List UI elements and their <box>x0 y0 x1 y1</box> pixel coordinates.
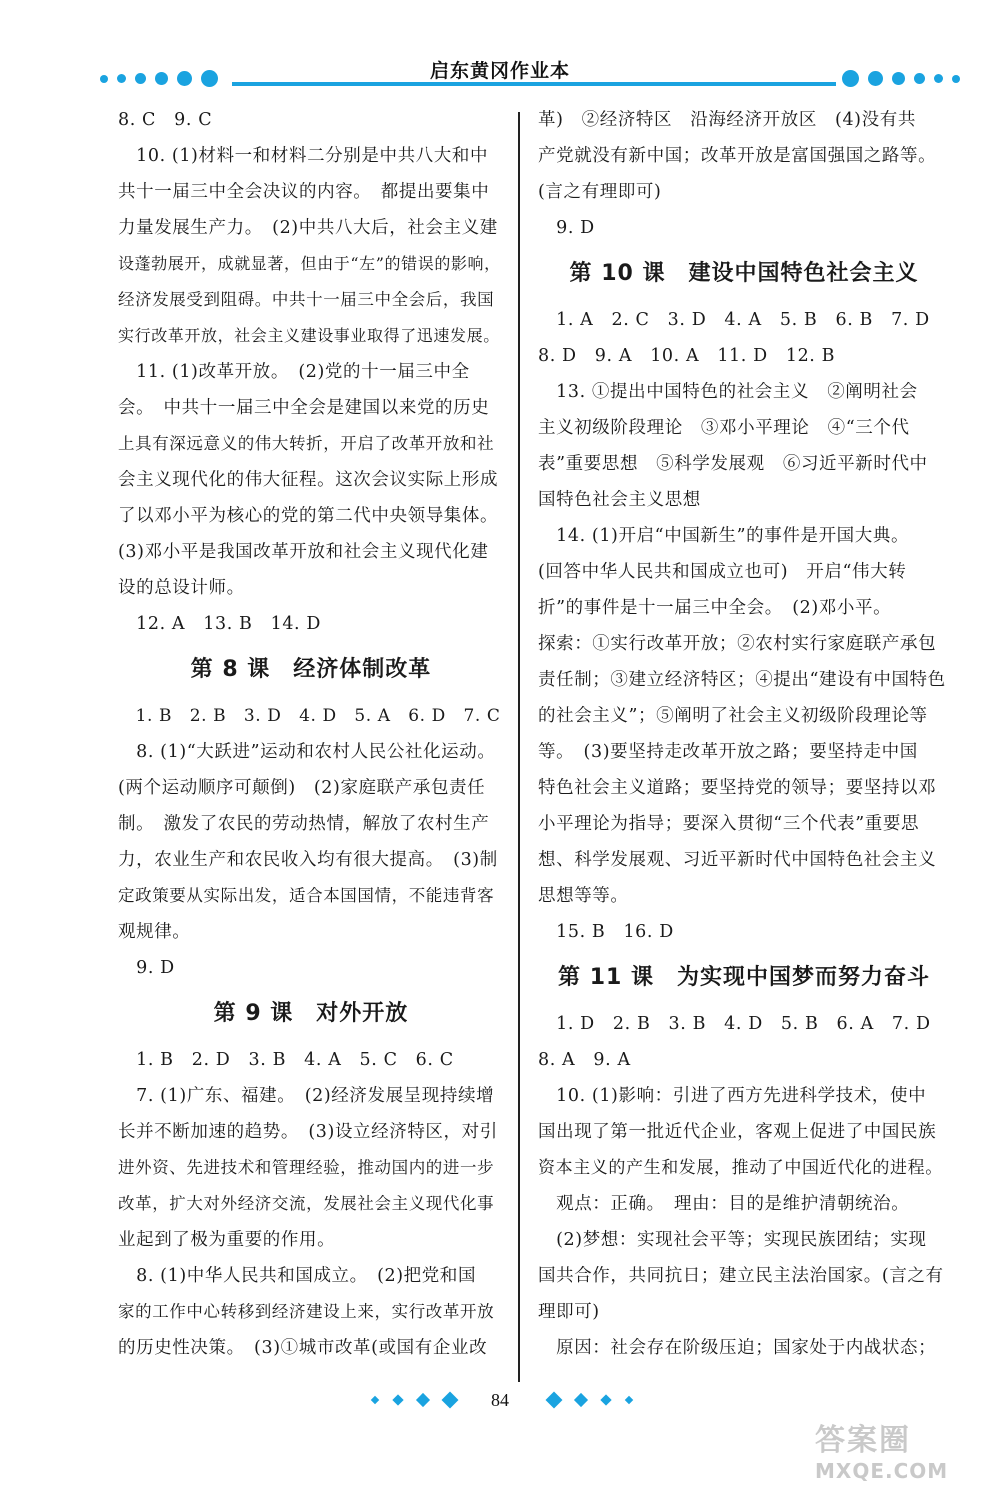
answer-line: 特色社会主义道路；要坚持党的领导；要坚持以邓 <box>538 778 937 798</box>
answer-line: 9. D <box>538 218 595 238</box>
answer-line: 的社会主义”；⑤阐明了社会主义初级阶段理论等 <box>538 706 928 726</box>
answer-line: 力量发展生产力。 (2)中共八大后，社会主义建 <box>118 218 498 238</box>
answer-line: 国共合作，共同抗日；建立民主法治国家。(言之有 <box>538 1266 944 1286</box>
answer-line: 小平理论为指导；要深入贯彻“三个代表”重要思 <box>538 814 920 834</box>
book-title: 启东黄冈作业本 <box>429 60 570 82</box>
answer-line: (2)梦想：实现社会平等；实现民族团结；实现 <box>538 1230 927 1250</box>
answer-line: 8. D 9. A 10. A 11. D 12. B <box>538 346 836 366</box>
answer-line: 制。 激发了农民的劳动热情，解放了农村生产 <box>118 814 490 834</box>
answer-line: 了以邓小平为核心的党的第二代中央领导集体。 <box>118 506 499 526</box>
answer-line: 观规律。 <box>118 922 191 942</box>
page-header <box>0 0 1000 110</box>
answer-line: 家的工作中心转移到经济建设上来，实行改革开放 <box>118 1302 495 1321</box>
decor-diamond <box>574 1393 588 1407</box>
watermark-logo <box>815 1415 985 1485</box>
answer-line: (两个运动顺序可颠倒) (2)家庭联产承包责任 <box>118 778 486 798</box>
answer-line: 想、科学发展观、习近平新时代中国特色社会主义 <box>538 850 937 870</box>
answer-line: 14. (1)开启“中国新生”的事件是开国大典。 <box>538 526 910 546</box>
answer-line: 设蓬勃展开，成就显著，但由于“左”的错误的影响， <box>118 254 501 273</box>
answer-line: 国特色社会主义思想 <box>538 490 701 510</box>
answer-line: 产党就没有新中国；改革开放是富国强国之路等。 <box>538 146 937 166</box>
answer-line: (回答中华人民共和国成立也可) 开启“伟大转 <box>538 562 907 582</box>
answer-line: 1. B 2. D 3. B 4. A 5. C 6. C <box>118 1050 454 1070</box>
answer-line: 会主义现代化的伟大征程。这次会议实际上形成 <box>118 470 499 490</box>
answer-line: 定政策要从实际出发，适合本国国情，不能违背客 <box>118 886 495 905</box>
answer-line: 实行改革开放，社会主义建设事业取得了迅速发展。 <box>118 326 500 345</box>
answer-line: 9. D <box>118 958 175 978</box>
answer-line: 经济发展受到阻碍。中共十一届三中全会后，我国 <box>118 290 495 309</box>
left-column <box>118 102 504 1366</box>
answer-line: 12. A 13. B 14. D <box>118 614 322 634</box>
watermark-text: 答案圈 <box>815 1423 911 1458</box>
answer-line: 7. (1)广东、福建。 (2)经济发展呈现持续增 <box>118 1086 495 1106</box>
answer-line: (言之有理即可) <box>538 182 662 202</box>
answer-line: 11. (1)改革开放。 (2)党的十一届三中全 <box>118 362 470 382</box>
answer-line: 资本主义的产生和发展，推动了中国近代化的进程。 <box>538 1158 943 1178</box>
watermark-url: MXQE.COM <box>815 1459 949 1483</box>
answer-line: 1. A 2. C 3. D 4. A 5. B 6. B 7. D <box>538 310 930 330</box>
answer-line: 8. (1)中华人民共和国成立。 (2)把党和国 <box>118 1266 477 1286</box>
decor-diamond <box>625 1396 633 1404</box>
answer-line: 力，农业生产和农民收入均有很大提高。 (3)制 <box>118 850 498 870</box>
answer-line: 原因：社会存在阶级压迫；国家处于内战状态； <box>538 1338 937 1358</box>
answer-line: 思想等等。 <box>538 886 629 906</box>
answer-line: 会。 中共十一届三中全会是建国以来党的历史 <box>118 398 490 418</box>
decor-diamond <box>600 1394 611 1405</box>
answer-line: 主义初级阶段理论 ③邓小平理论 ④“三个代 <box>538 418 910 438</box>
answer-line: 进外资、先进技术和管理经验，推动国内的进一步 <box>118 1158 495 1177</box>
lesson-heading: 第 10 课 建设中国特色社会主义 <box>569 261 919 286</box>
column-divider <box>518 112 520 1382</box>
answer-line: (3)邓小平是我国改革开放和社会主义现代化建 <box>118 542 489 562</box>
answer-line: 10. (1)影响：引进了西方先进科学技术，使中 <box>538 1086 927 1106</box>
page-number: 84 <box>491 1390 509 1410</box>
answer-line: 等。 (3)要坚持走改革开放之路；要坚持走中国 <box>538 742 918 762</box>
answer-line: 观点：正确。 理由：目的是维护清朝统治。 <box>538 1194 910 1214</box>
answer-line: 上具有深远意义的伟大转折，开启了改革开放和社 <box>118 434 495 453</box>
answer-line: 折”的事件是十一届三中全会。 (2)邓小平。 <box>538 598 892 618</box>
decor-diamond <box>546 1392 563 1409</box>
answer-line: 长并不断加速的趋势。 (3)设立经济特区，对引 <box>118 1122 498 1142</box>
answer-line: 的历史性决策。 (3)①城市改革(或国有企业改 <box>118 1338 488 1358</box>
answer-line: 责任制；③建立经济特区；④提出“建设有中国特色 <box>538 670 946 690</box>
lesson-heading: 第 11 课 为实现中国梦而努力奋斗 <box>558 965 930 990</box>
answer-line: 13. ①提出中国特色的社会主义 ②阐明社会 <box>538 382 918 402</box>
answer-line: 8. (1)“大跃进”运动和农村人民公社化运动。 <box>118 742 496 762</box>
answer-line: 业起到了极为重要的作用。 <box>118 1230 336 1250</box>
answer-line: 表”重要思想 ⑤科学发展观 ⑥习近平新时代中 <box>538 454 928 474</box>
answer-line: 15. B 16. D <box>538 922 674 942</box>
answer-line: 10. (1)材料一和材料二分别是中共八大和中 <box>118 146 489 166</box>
answer-line: 1. D 2. B 3. B 4. D 5. B 6. A 7. D <box>538 1014 931 1034</box>
answer-line: 共十一届三中全会决议的内容。 都提出要集中 <box>118 182 490 202</box>
footer-diamonds-right <box>548 1394 648 1406</box>
answer-line: 国出现了第一批近代企业，客观上促进了中国民族 <box>538 1122 937 1142</box>
answer-line: 革) ②经济特区 沿海经济开放区 (4)没有共 <box>538 110 916 130</box>
answer-line: 8. C 9. C <box>118 110 213 130</box>
right-column <box>538 102 950 1366</box>
answer-line: 1. B 2. B 3. D 4. D 5. A 6. D 7. C <box>118 706 501 726</box>
lesson-heading: 第 9 课 对外开放 <box>213 1001 409 1026</box>
lesson-heading: 第 8 课 经济体制改革 <box>190 657 432 682</box>
answer-line: 改革，扩大对外经济交流，发展社会主义现代化事 <box>118 1194 495 1213</box>
answer-line: 理即可) <box>538 1302 600 1322</box>
answer-line: 设的总设计师。 <box>118 578 245 598</box>
answer-line: 8. A 9. A <box>538 1050 631 1070</box>
answer-line: 探索：①实行改革开放；②农村实行家庭联产承包 <box>538 634 937 654</box>
